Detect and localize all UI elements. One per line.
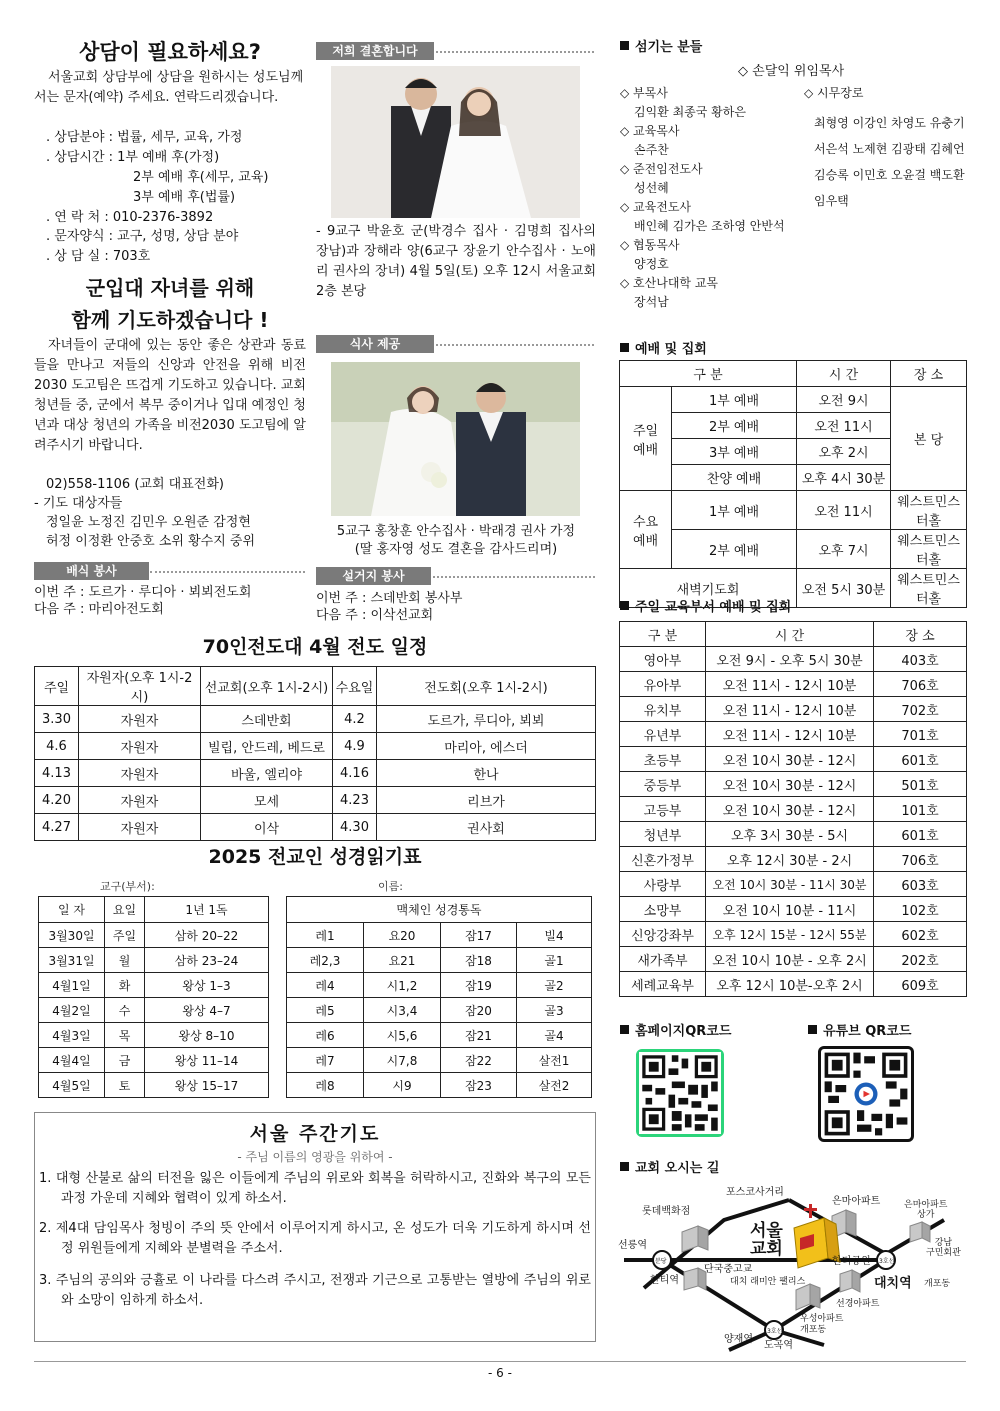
- table-row: [620, 647, 967, 672]
- table-row: [39, 948, 269, 973]
- dish-service-next-week: 다음 주 : 이삭선교회: [316, 608, 434, 623]
- counseling-room: . 상 담 실 : 703호: [46, 249, 151, 264]
- map-label: 한티공원: [832, 1256, 871, 1267]
- counseling-hours-3: 3부 예배 후(법률): [133, 190, 236, 205]
- sunday-worship-label: 주일 예배: [620, 387, 672, 491]
- table-cell: 화: [105, 973, 145, 998]
- counseling-field: . 상담분야 : 법률, 세무, 교육, 가정: [46, 130, 243, 145]
- table-cell: 602호: [874, 922, 967, 947]
- table-cell: 4월1일: [39, 973, 105, 998]
- meal-service-this-week: 이번 주 : 도르가 · 루디아 · 뵈뵈전도회: [34, 585, 252, 600]
- table-cell: 4.13: [35, 760, 79, 787]
- table-cell: 왕상 1–3: [145, 973, 269, 998]
- table-row: [620, 872, 967, 897]
- table-cell: 레1: [287, 923, 364, 948]
- table-row: [39, 1073, 269, 1098]
- table-cell: 시5,6: [364, 1023, 441, 1048]
- education-heading: 주일 교육부서 예배 및 집회: [620, 596, 791, 615]
- table-cell: 웨스트민스터홀: [891, 569, 967, 608]
- youtube-qr-code[interactable]: [818, 1046, 914, 1142]
- bible-reading-title: 2025 전교인 성경읽기표: [208, 846, 422, 868]
- elders-list: [814, 110, 965, 214]
- table-cell: 706호: [874, 672, 967, 697]
- youtube-qr-heading: 유튜브 QR코드: [808, 1020, 911, 1039]
- map-label: 우성아파트 개포동: [800, 1314, 844, 1335]
- table-cell: 4.2: [333, 706, 377, 733]
- military-targets-2: 허정 이정환 안중호 소위 황수지 중위: [46, 534, 256, 549]
- bible-reading-left-table: [38, 896, 269, 1098]
- evangelism-table: [34, 666, 596, 841]
- footer-rule: [34, 1361, 966, 1362]
- table-cell: 오전 9시 - 오후 5시 30분: [706, 647, 874, 672]
- table-cell: 레2,3: [287, 948, 364, 973]
- table-row: [620, 697, 967, 722]
- map-label: 한티역: [650, 1275, 679, 1286]
- homepage-qr-code[interactable]: [636, 1049, 724, 1137]
- table-cell: 골3: [517, 998, 592, 1023]
- table-header-row: [620, 622, 967, 647]
- table-row: [287, 923, 592, 948]
- table-cell: 오후 12시 10분-오후 2시: [706, 972, 874, 997]
- table-cell: 706호: [874, 847, 967, 872]
- column-header: 요일: [105, 897, 145, 923]
- table-cell: 오전 11시 - 12시 10분: [706, 722, 874, 747]
- evangelism-title: 70인전도대 4월 전도 일정: [202, 636, 428, 658]
- table-cell: 오전 11시: [797, 413, 891, 439]
- table-cell: 오후 12시 30분 - 2시: [706, 847, 874, 872]
- wedding-text: - 9교구 박윤호 군(박경수 집사 · 김명희 집사의 장남)과 장해라 양(6교구 장윤기 안수집사 · 노애리 권사의 장녀) 4월 5일(토) 오후 12시 서울교회 2층 본당: [316, 224, 596, 299]
- table-cell: 요21: [364, 948, 441, 973]
- table-row: [39, 998, 269, 1023]
- column-header: 시 간: [797, 361, 891, 387]
- servant-names: 장석남: [634, 295, 669, 309]
- column-header: 맥체인 성경통독: [287, 897, 592, 923]
- table-cell: 레5: [287, 998, 364, 1023]
- meal-service-label: 배식 봉사: [34, 562, 149, 580]
- table-cell: 오후 3시 30분 - 5시: [706, 822, 874, 847]
- table-cell: 4.16: [333, 760, 377, 787]
- table-cell: 스데반회: [201, 706, 333, 733]
- column-header: 시 간: [706, 622, 874, 647]
- table-cell: 자원자: [79, 814, 201, 841]
- table-cell: 새가족부: [620, 947, 706, 972]
- square-bullet-icon: [620, 343, 629, 352]
- military-targets-1: 정일윤 노정진 김민우 오원준 감정현: [46, 515, 251, 530]
- table-cell: 목: [105, 1023, 145, 1048]
- servant-role: ◇ 부목사: [620, 86, 668, 100]
- table-cell: 4월4일: [39, 1048, 105, 1073]
- meal-label: 식사 제공: [316, 335, 434, 353]
- square-bullet-icon: [620, 41, 629, 50]
- table-cell: 유년부: [620, 722, 706, 747]
- table-cell: 살전1: [517, 1048, 592, 1073]
- square-bullet-icon: [808, 1025, 817, 1034]
- table-cell: 잠23: [441, 1073, 517, 1098]
- table-cell: 골1: [517, 948, 592, 973]
- table-cell: 오전 5시 30분: [797, 569, 891, 608]
- table-cell: 4.20: [35, 787, 79, 814]
- table-cell: 사랑부: [620, 872, 706, 897]
- table-cell: 왕상 8–10: [145, 1023, 269, 1048]
- table-cell: 잠18: [441, 948, 517, 973]
- table-cell: 702호: [874, 697, 967, 722]
- church-name: 서울 교회: [750, 1221, 783, 1259]
- table-cell: 레7: [287, 1048, 364, 1073]
- table-cell: 시3,4: [364, 998, 441, 1023]
- table-cell: 오후 4시 30분: [797, 465, 891, 491]
- table-cell: 신혼가정부: [620, 847, 706, 872]
- map-label: 강남 구민회관: [926, 1238, 961, 1258]
- table-cell: 삼하 23–24: [145, 948, 269, 973]
- table-cell: 시7,8: [364, 1048, 441, 1073]
- dish-service-this-week: 이번 주 : 스데반회 봉사부: [316, 591, 463, 606]
- military-targets-label: - 기도 대상자들: [34, 496, 123, 511]
- prayer-item: 1. 대형 산불로 삶의 터전을 잃은 이들에게 주님의 위로와 회복을 허락하시고, 진화와 복구의 모든 과정 가운데 지혜와 협력이 있게 하소서.: [39, 1171, 591, 1206]
- table-cell: 월: [105, 948, 145, 973]
- table-cell: 웨스트민스터홀: [891, 491, 967, 530]
- table-row: [287, 998, 592, 1023]
- table-cell: 토: [105, 1073, 145, 1098]
- divider: [150, 571, 305, 573]
- table-cell: 금: [105, 1048, 145, 1073]
- wednesday-worship-label: 수요 예배: [620, 491, 672, 569]
- worship-table: [619, 360, 967, 608]
- table-row: [287, 1023, 592, 1048]
- servant-role: ◇ 호산나대학 교목: [620, 276, 719, 290]
- table-cell: 마리아, 에스더: [377, 733, 596, 760]
- elder-names: 임우택: [814, 194, 849, 208]
- table-cell: 701호: [874, 722, 967, 747]
- map-label: 대치 래미안 팰리스: [730, 1277, 806, 1287]
- map-label: 도곡역: [764, 1340, 793, 1351]
- servant-role: ◇ 교육전도사: [620, 200, 692, 214]
- table-cell: 한나: [377, 760, 596, 787]
- table-cell: 오후 2시: [797, 439, 891, 465]
- table-row: [620, 797, 967, 822]
- homepage-qr-heading: 홈페이지QR코드: [620, 1020, 731, 1039]
- table-cell: 시1,2: [364, 973, 441, 998]
- table-cell: 유아부: [620, 672, 706, 697]
- subway-line-badge: 분당: [655, 1258, 667, 1265]
- table-cell: 바울, 엘리야: [201, 760, 333, 787]
- table-cell: 자원자: [79, 787, 201, 814]
- table-cell: 삼하 20–22: [145, 923, 269, 948]
- column-header: 수요일: [333, 667, 377, 706]
- table-row: [35, 760, 596, 787]
- counseling-hours: . 상담시간 : 1부 예배 후(가정): [46, 150, 220, 165]
- table-cell: 수: [105, 998, 145, 1023]
- meal-line-1: 5교구 홍창훈 안수집사 · 박래경 권사 가정: [336, 524, 576, 539]
- table-row: [39, 1048, 269, 1073]
- name-label: 이름:: [378, 880, 403, 893]
- divider: [433, 576, 595, 578]
- map-label: 은마아파트: [832, 1196, 881, 1207]
- table-cell: 3월30일: [39, 923, 105, 948]
- meal-photo: [331, 362, 580, 516]
- table-row: [287, 1073, 592, 1098]
- elder-names: 최형영 이강인 차영도 유충기: [814, 116, 965, 130]
- square-bullet-icon: [620, 1162, 629, 1171]
- subway-line-badge: 3호선: [767, 1328, 783, 1335]
- servant-names: 김익환 최종국 황하은: [634, 105, 746, 119]
- servant-names: 양정호: [634, 257, 669, 271]
- counseling-form: . 문자양식 : 교구, 성명, 상담 분야: [46, 229, 239, 244]
- table-cell: 오전 10시 30분 - 12시: [706, 772, 874, 797]
- prayer-box: [34, 1112, 596, 1342]
- table-cell: 102호: [874, 897, 967, 922]
- counseling-title: 상담이 필요하세요?: [79, 40, 261, 64]
- table-row: [35, 814, 596, 841]
- table-cell: 유치부: [620, 697, 706, 722]
- table-header-row: [620, 361, 967, 387]
- table-row: [287, 1048, 592, 1073]
- table-cell: 오전 10시 30분 - 11시 30분: [706, 872, 874, 897]
- square-bullet-icon: [620, 601, 629, 610]
- table-cell: 4.23: [333, 787, 377, 814]
- table-cell: 골4: [517, 1023, 592, 1048]
- subway-line-badge: 3호선: [879, 1258, 895, 1265]
- counseling-intro: 서울교회 상담부에 상담을 원하시는 성도님께서는 문자(예약) 주세요. 연락드리겠습니다.: [34, 70, 304, 105]
- counseling-hours-2: 2부 예배 후(세무, 교육): [133, 170, 269, 185]
- table-cell: 오전 11시: [797, 491, 891, 530]
- table-cell: 청년부: [620, 822, 706, 847]
- map-label: 선경아파트: [836, 1299, 880, 1309]
- map-label: 선릉역: [618, 1240, 647, 1251]
- worship-heading: 예배 및 집회: [620, 338, 707, 357]
- table-row: [620, 897, 967, 922]
- table-row: [620, 847, 967, 872]
- table-cell: 새벽기도회: [620, 569, 797, 608]
- table-row: [620, 947, 967, 972]
- divider: [436, 344, 594, 346]
- table-cell: 오전 10시 10분 - 11시: [706, 897, 874, 922]
- table-cell: 레8: [287, 1073, 364, 1098]
- map-label: 대치역: [874, 1276, 912, 1291]
- table-cell: 603호: [874, 872, 967, 897]
- table-row: [620, 491, 967, 530]
- table-row: [620, 672, 967, 697]
- table-header-row: [39, 897, 269, 923]
- table-row: [35, 706, 596, 733]
- meal-service-next-week: 다음 주 : 마리아전도회: [34, 602, 164, 617]
- map-label: 롯데백화점: [642, 1206, 691, 1217]
- table-cell: 초등부: [620, 747, 706, 772]
- prayer-title: 서울 주간기도: [249, 1123, 381, 1145]
- table-cell: 4.30: [333, 814, 377, 841]
- church-location-map: [614, 1180, 966, 1356]
- table-cell: 주일: [105, 923, 145, 948]
- sunday-place: 본 당: [891, 387, 967, 491]
- table-cell: 잠19: [441, 973, 517, 998]
- table-cell: 609호: [874, 972, 967, 997]
- table-cell: 4.9: [333, 733, 377, 760]
- page-number: - 6 -: [488, 1366, 512, 1380]
- table-cell: 소망부: [620, 897, 706, 922]
- table-cell: 자원자: [79, 706, 201, 733]
- table-cell: 왕상 4–7: [145, 998, 269, 1023]
- table-cell: 잠21: [441, 1023, 517, 1048]
- table-cell: 빌립, 안드레, 베드로: [201, 733, 333, 760]
- table-cell: 모세: [201, 787, 333, 814]
- table-cell: 잠22: [441, 1048, 517, 1073]
- prayer-item: 2. 제4대 담임목사 청빙이 주의 뜻 안에서 이루어지게 하시고, 온 성도가 더욱 기도하게 하시며 선정 위원들에게 지혜와 분별력을 주소서.: [39, 1221, 591, 1256]
- column-header: 구 분: [620, 361, 797, 387]
- table-row: [620, 747, 967, 772]
- table-row: [620, 972, 967, 997]
- table-cell: 3월31일: [39, 948, 105, 973]
- servant-names: 손주찬: [634, 143, 669, 157]
- prayer-subtitle: - 주님 이름의 영광을 위하여 -: [237, 1150, 393, 1164]
- dish-service-label: 설거지 봉사: [316, 567, 431, 585]
- servant-names: 배인혜 김가은 조하영 안반석: [634, 219, 785, 233]
- column-header: 선교회(오후 1시-2시): [201, 667, 333, 706]
- table-row: [620, 722, 967, 747]
- table-row: [620, 772, 967, 797]
- table-cell: 빌4: [517, 923, 592, 948]
- table-cell: 왕상 11–14: [145, 1048, 269, 1073]
- table-row: [35, 787, 596, 814]
- square-bullet-icon: [620, 1025, 629, 1034]
- elders-role: ◇ 시무장로: [804, 86, 864, 100]
- table-row: [35, 733, 596, 760]
- military-title-2: 함께 기도하겠습니다 !: [71, 308, 269, 332]
- table-cell: 웨스트민스터홀: [891, 530, 967, 569]
- table-cell: 골2: [517, 973, 592, 998]
- education-table: [619, 621, 967, 997]
- table-cell: 4.27: [35, 814, 79, 841]
- table-cell: 자원자: [79, 760, 201, 787]
- table-cell: 2부 예배: [672, 530, 797, 569]
- counseling-contact: . 연 락 처 : 010-2376-3892: [46, 210, 214, 225]
- table-cell: 101호: [874, 797, 967, 822]
- table-cell: 권사회: [377, 814, 596, 841]
- table-row: [39, 1023, 269, 1048]
- table-cell: 4.6: [35, 733, 79, 760]
- column-header: 자원자(오후 1시-2시): [79, 667, 201, 706]
- divider: [436, 51, 594, 53]
- elder-names: 김승록 이민호 오윤걸 백도환: [814, 168, 965, 182]
- servant-role: ◇ 준전임전도사: [620, 162, 703, 176]
- table-cell: 고등부: [620, 797, 706, 822]
- column-header: 장 소: [891, 361, 967, 387]
- table-cell: 3부 예배: [672, 439, 797, 465]
- table-cell: 4월5일: [39, 1073, 105, 1098]
- column-header: 일 자: [39, 897, 105, 923]
- table-cell: 리브가: [377, 787, 596, 814]
- table-cell: 403호: [874, 647, 967, 672]
- table-cell: 오전 10시 30분 - 12시: [706, 797, 874, 822]
- table-cell: 잠20: [441, 998, 517, 1023]
- servants-left-list: [620, 84, 785, 312]
- senior-pastor: ◇ 손달익 위임목사: [738, 64, 845, 79]
- table-row: [620, 530, 967, 569]
- table-cell: 1부 예배: [672, 387, 797, 413]
- column-header: 구 분: [620, 622, 706, 647]
- table-cell: 3.30: [35, 706, 79, 733]
- table-row: [620, 822, 967, 847]
- table-cell: 레4: [287, 973, 364, 998]
- map-label: 은마아파트 상가: [904, 1200, 948, 1220]
- table-row: [287, 948, 592, 973]
- table-cell: 1부 예배: [672, 491, 797, 530]
- table-row: [620, 387, 967, 413]
- table-row: [39, 923, 269, 948]
- table-cell: 잠17: [441, 923, 517, 948]
- servant-names: 성선혜: [634, 181, 669, 195]
- bible-reading-right-table: [286, 896, 592, 1098]
- military-body: 자녀들이 군대에 있는 동안 좋은 상관과 동료들을 만나고 저들의 신앙과 안전을 위해 비전2030 도고팀은 뜨겁게 기도하고 있습니다. 교회 청년들 중, 군에서 복무 중이거나 입대 예정인 청년과 대상 청년의 가족을 비전2030 도고팀에 알려주시기 바랍니다.: [34, 338, 306, 453]
- table-row: [39, 973, 269, 998]
- table-cell: 살전2: [517, 1073, 592, 1098]
- table-cell: 4월2일: [39, 998, 105, 1023]
- military-title-1: 군입대 자녀를 위해: [85, 276, 255, 300]
- prayer-item: 3. 주님의 공의와 긍휼로 이 나라를 다스려 주시고, 전쟁과 기근으로 고통받는 열방에 주님의 위로와 소망이 임하게 하소서.: [39, 1273, 591, 1308]
- table-cell: 오전 10시 10분 - 오후 2시: [706, 947, 874, 972]
- column-header: 1년 1독: [145, 897, 269, 923]
- table-cell: 세례교육부: [620, 972, 706, 997]
- table-cell: 202호: [874, 947, 967, 972]
- table-cell: 오후 7시: [797, 530, 891, 569]
- directions-heading: 교회 오시는 길: [620, 1157, 719, 1176]
- column-header: 전도회(오후 1시-2시): [377, 667, 596, 706]
- servants-heading: 섬기는 분들: [620, 36, 702, 55]
- wedding-photo: [331, 66, 580, 218]
- servant-role: ◇ 협동목사: [620, 238, 680, 252]
- servant-role: ◇ 교육목사: [620, 124, 680, 138]
- column-header: 장 소: [874, 622, 967, 647]
- table-cell: 찬양 예배: [672, 465, 797, 491]
- table-row: [287, 973, 592, 998]
- table-cell: 도르가, 루디아, 뵈뵈: [377, 706, 596, 733]
- table-cell: 이삭: [201, 814, 333, 841]
- table-cell: 오후 12시 15분 - 12시 55분: [706, 922, 874, 947]
- table-cell: 2부 예배: [672, 413, 797, 439]
- table-cell: 501호: [874, 772, 967, 797]
- map-label: 포스코사거리: [726, 1187, 784, 1198]
- map-label: 단국중고교: [704, 1264, 753, 1275]
- table-cell: 오전 9시: [797, 387, 891, 413]
- table-cell: 시9: [364, 1073, 441, 1098]
- table-cell: 레6: [287, 1023, 364, 1048]
- table-cell: 요20: [364, 923, 441, 948]
- table-cell: 영아부: [620, 647, 706, 672]
- table-cell: 4월3일: [39, 1023, 105, 1048]
- table-cell: 중등부: [620, 772, 706, 797]
- map-label: 개포동: [924, 1279, 951, 1289]
- map-label: 양재역: [724, 1334, 753, 1345]
- table-row: [620, 922, 967, 947]
- column-header: 주일: [35, 667, 79, 706]
- table-cell: 601호: [874, 822, 967, 847]
- table-cell: 601호: [874, 747, 967, 772]
- table-cell: 신앙강좌부: [620, 922, 706, 947]
- table-header-row: [35, 667, 596, 706]
- meal-line-2: (딸 홍자영 성도 결혼을 감사드리며): [354, 542, 558, 557]
- table-cell: 오전 11시 - 12시 10분: [706, 672, 874, 697]
- table-cell: 오전 11시 - 12시 10분: [706, 697, 874, 722]
- elder-names: 서은석 노제현 김광태 김혜언: [814, 142, 965, 156]
- table-cell: 오전 10시 30분 - 12시: [706, 747, 874, 772]
- district-label: 교구(부서):: [100, 880, 155, 893]
- table-cell: 자원자: [79, 733, 201, 760]
- table-cell: 왕상 15–17: [145, 1073, 269, 1098]
- military-phone: 02)558-1106 (교회 대표전화): [46, 477, 224, 492]
- table-header-row: [287, 897, 592, 923]
- wedding-label: 저희 결혼합니다: [316, 42, 434, 60]
